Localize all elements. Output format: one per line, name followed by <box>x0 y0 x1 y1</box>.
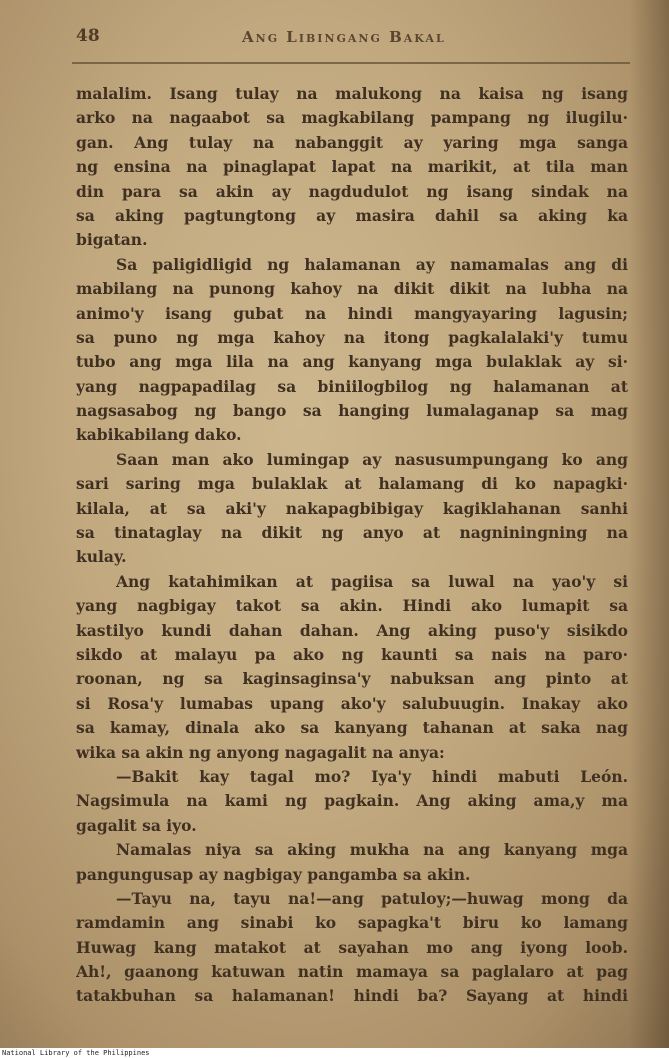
text-line: Saan man ako lumingap ay nasusumpungang ko ang <box>116 449 628 469</box>
page-number: 48 <box>76 26 100 46</box>
text-line: Namalas niya sa aking mukha na ang kanyang mga <box>116 840 628 860</box>
text-line: kastilyo kundi dahan dahan. Ang aking puso'y sisikdo <box>76 620 628 640</box>
text-line: sa puno ng mga kahoy na itong pagkalalaki'y tumu <box>76 327 628 347</box>
text-line: Nagsimula na kami ng pagkain. Ang aking ama,y ma <box>76 791 628 811</box>
text-line: si Rosa'y lumabas upang ako'y salubuugin. Inakay ako <box>76 693 628 713</box>
text-line: kulay. <box>76 547 127 567</box>
text-line: gagalit sa iyo. <box>76 815 197 835</box>
text-line: sa kamay, dinala ako sa kanyang tahanan at saka nag <box>76 718 628 738</box>
text-line: yang nagpapadilag sa biniilogbilog ng halamanan at <box>76 376 628 396</box>
text-line: Ang katahimikan at pagiisa sa luwal na yao'y si <box>116 571 628 591</box>
text-line: tatakbuhan sa halamanan! hindi ba? Sayang at hindi <box>76 986 628 1006</box>
library-credit: National Library of the Philippines <box>2 1049 150 1057</box>
text-line: —Bakit kay tagal mo? Iya'y hindi mabuti León. <box>116 766 628 786</box>
text-line: arko na nagaabot sa magkabilang pampang ng ilugilu· <box>76 108 628 128</box>
body-text <box>76 82 628 1009</box>
text-line: —Tayu na, tayu na!—ang patuloy;—huwag mong da <box>116 888 628 908</box>
header-rule <box>72 62 630 64</box>
text-line: mabilang na punong kahoy na dikit dikit na lubha na <box>76 279 628 299</box>
text-line: gan. Ang tulay na nabanggit ay yaring mga sanga <box>76 132 628 152</box>
text-line: roonan, ng sa kaginsaginsa'y nabuksan ang pinto at <box>76 669 628 689</box>
text-line: nagsasabog ng bango sa hanging lumalaganap sa mag <box>76 401 628 421</box>
text-line: yang nagbigay takot sa akin. Hindi ako lumapit sa <box>76 596 628 616</box>
text-line: kabikabilang dako. <box>76 425 242 445</box>
text-line: ramdamin ang sinabi ko sapagka't biru ko lamang <box>76 913 628 933</box>
text-line: kilala, at sa aki'y nakapagbibigay kagiklahanan sanhi <box>76 498 628 518</box>
text-line: malalim. Isang tulay na malukong na kaisa ng isang <box>76 84 628 103</box>
text-line: animo'y isang gubat na hindi mangyayaring lagusin; <box>76 303 628 323</box>
text-line: sa aking pagtungtong ay masira dahil sa aking ka <box>76 205 628 225</box>
text-line: sa tinataglay na dikit ng anyo at nagniningning na <box>76 523 628 543</box>
text-line: Ah!, gaanong katuwan natin mamaya sa paglalaro at pag <box>76 962 628 982</box>
text-line: tubo ang mga lila na ang kanyang mga bulaklak ay si· <box>76 352 628 372</box>
text-line: sari saring mga bulaklak at halamang di ko napagki· <box>76 474 628 494</box>
text-line: din para sa akin ay nagdudulot ng isang sindak na <box>76 181 628 201</box>
running-head: Ang Libingang Bakal <box>242 28 446 46</box>
text-line: Sa paligidligid ng halamanan ay namamalas ang di <box>116 254 628 274</box>
text-line: sikdo at malayu pa ako ng kaunti sa nais na paro· <box>76 644 628 664</box>
page-header <box>76 26 628 50</box>
text-line: ng ensina na pinaglapat lapat na marikit, at tila man <box>76 157 628 177</box>
text-line: pangungusap ay nagbigay pangamba sa akin. <box>76 864 471 884</box>
text-line: wika sa akin ng anyong nagagalit na anya: <box>76 742 445 762</box>
text-line: bigatan. <box>76 230 148 250</box>
text-line: Huwag kang matakot at sayahan mo ang iyong loob. <box>76 937 628 957</box>
